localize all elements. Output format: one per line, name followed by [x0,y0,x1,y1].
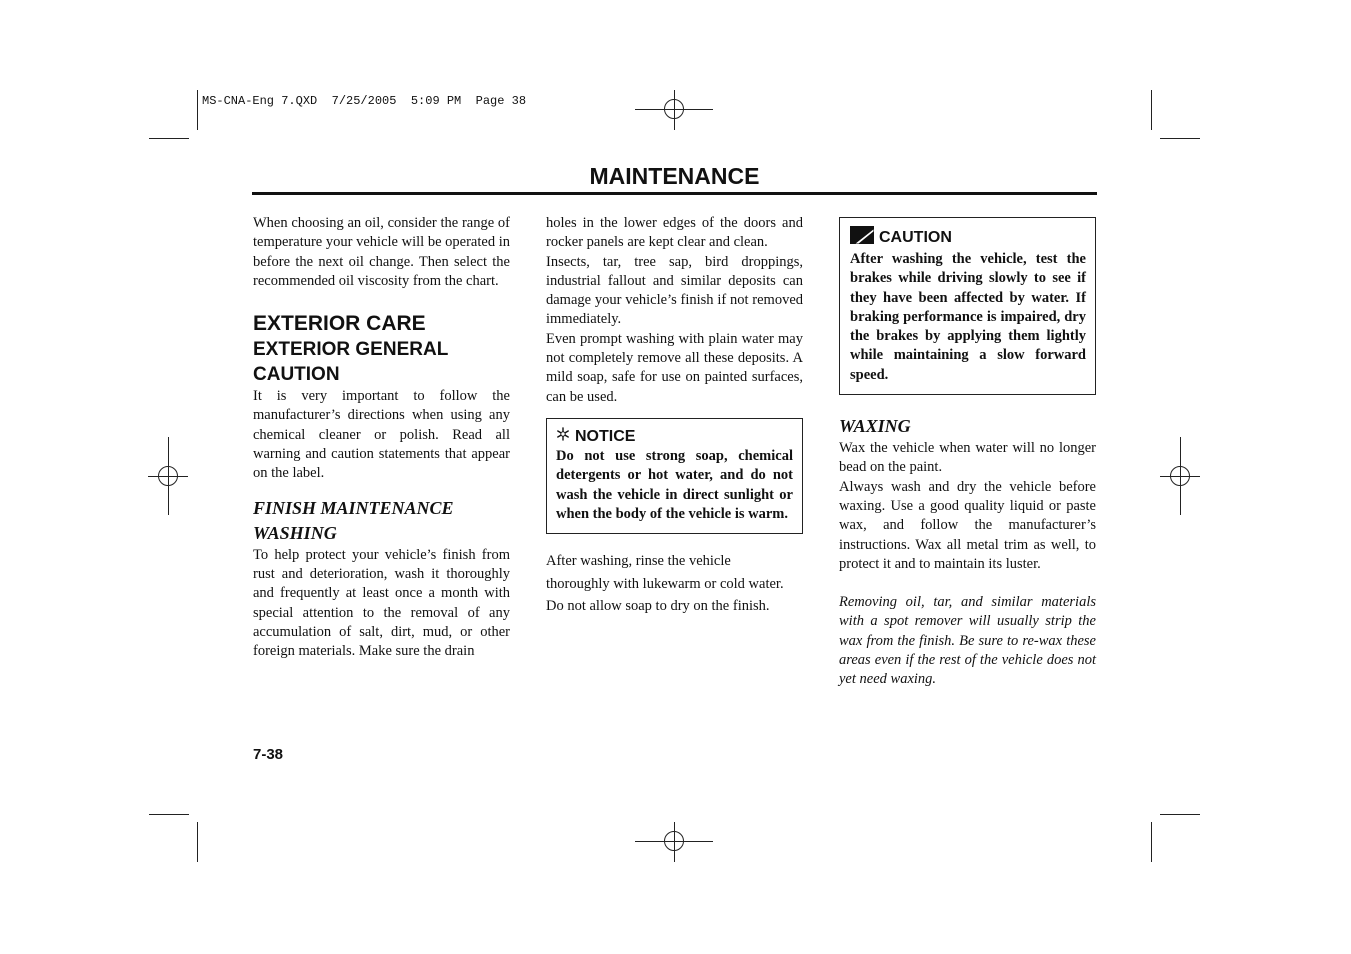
waxing-paragraph-2: Always wash and dry the vehicle before waxing. Use a good quality liquid or paste wax, and follow the manufacturer’s instructions. Wax all metal trim as well, to protect it and to maintain its luster. [839,478,1096,572]
print-slug: MS-CNA-Eng 7.QXD 7/25/2005 5:09 PM Page 38 [202,94,527,108]
section-title: MAINTENANCE [589,163,760,189]
heading-washing: WASHING [253,522,337,543]
registration-mark-right [1160,437,1200,515]
page-number: 7-38 [253,746,284,763]
caution-triangle-icon [850,226,874,250]
notice-text: Do not use strong soap, chemical detergents or hot water, and do not wash the vehicle in direct sunlight or when the body of the vehicle is warm. [556,447,793,522]
registration-mark-top [635,90,713,130]
caution-box [839,217,1096,395]
caution-title: CAUTION [879,229,952,246]
washing-paragraph: To help protect your vehicle’s finish from rust and deterioration, wash it thoroughly and frequently at least once a month with special attention to the removal of any accumulation of salt, dirt, mud, or other foreign materials. Make sure the drain [253,546,510,660]
heading-finish-maintenance: FINISH MAINTENANCE [253,497,454,518]
general-caution-paragraph: It is very important to follow the manufacturer’s directions when using any chemical cleaner or polish. Read all warning and caution statements that appear on the label. [253,388,510,482]
registration-mark-bottom [635,822,713,862]
caution-text: After washing the vehicle, test the brakes while driving slowly to see if they have been affected by water. If braking performance is impaired, dry the brakes by applying them lightly while maintaining a slow forward speed. [850,251,1086,383]
oil-intro-paragraph: When choosing an oil, consider the range of temperature your vehicle will be operated in before the next oil change. Then select the recommended oil viscosity from the chart. [253,215,510,289]
column-1 [253,214,510,661]
notice-title: NOTICE [575,427,636,445]
mild-soap-paragraph: Even prompt washing with plain water may not completely remove all these deposits. A mild soap, safe for use on painted surfaces, can be used. [546,330,803,405]
notice-star-icon [556,427,570,447]
column-3 [839,214,1096,690]
heading-exterior-general-caution: EXTERIOR GENERAL CAUTION [253,339,448,386]
waxing-note: Removing oil, tar, and similar materials with a spot remover will usually strip the wax from the finish. Be sure to re-wax these areas even if the rest of the vehicle does not yet need waxing. [839,594,1096,688]
column-2 [546,214,803,618]
after-washing-line-2: thoroughly with lukewarm or cold water. [546,575,784,592]
notice-box [546,418,803,534]
after-washing-line-3: Do not allow soap to dry on the finish. [546,598,770,615]
heading-exterior-care: EXTERIOR CARE [253,312,426,336]
drain-holes-paragraph: holes in the lower edges of the doors and rocker panels are kept clear and clean. [546,215,803,251]
after-washing-text [546,550,803,618]
heading-waxing: WAXING [839,416,911,437]
deposits-paragraph: Insects, tar, tree sap, bird droppings, industrial fallout and similar deposits can damage your vehicle’s finish if not removed immediately. [546,253,803,328]
header-rule [252,192,1097,195]
after-washing-line-1: After washing, rinse the vehicle [546,553,731,570]
waxing-paragraph-1: Wax the vehicle when water will no longer bead on the paint. [839,440,1096,476]
registration-mark-left [148,437,188,515]
